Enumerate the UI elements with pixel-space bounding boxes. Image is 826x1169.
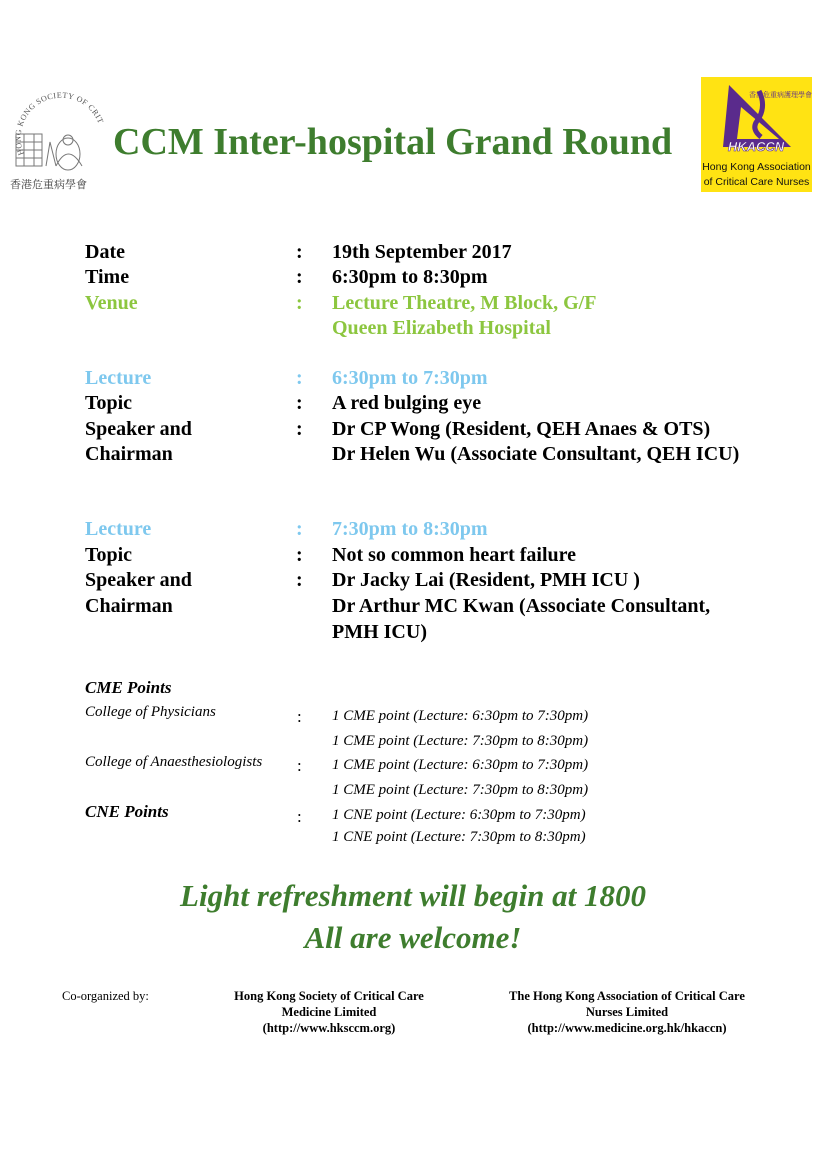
lecture-1-speaker-label: Speaker and [85,418,192,440]
lecture-2-speaker-colon: : [296,569,303,591]
anaes-point-1: 1 CME point (Lecture: 6:30pm to 7:30pm) [332,757,589,773]
lecture-2-speaker-label: Speaker and [85,569,192,591]
cne-heading: CNE Points [85,802,169,821]
hkaccn-wordmark: HKACCN [727,139,785,154]
lecture-1-topic-colon: : [296,392,303,414]
lecture-2-speaker: Dr Jacky Lai (Resident, PMH ICU ) [332,569,640,591]
lecture-2-topic: Not so common heart failure [332,544,577,566]
org1 [207,988,451,1036]
lecture-1-topic-label: Topic [85,392,133,414]
refreshment-line2: All are welcome! [304,920,522,955]
lecture-1-label: Lecture [85,367,152,389]
lecture-2-chairman-label: Chairman [85,595,173,617]
physicians-point-2: 1 CME point (Lecture: 7:30pm to 8:30pm) [332,733,589,749]
co-organized-label: Co-organized by: [62,989,149,1003]
physicians-label: College of Physicians [85,704,216,720]
cne-colon: : [297,807,302,826]
lecture-2-label: Lecture [85,518,152,540]
hkaccn-logo-line2: of Critical Care Nurses [703,176,810,188]
logo-arc-text: HONG KONG SOCIETY OF CRIT [13,90,106,157]
anaes-point-2: 1 CME point (Lecture: 7:30pm to 8:30pm) [332,782,589,798]
time-value: 6:30pm to 8:30pm [332,266,488,288]
physicians-point-1: 1 CME point (Lecture: 6:30pm to 7:30pm) [332,708,589,724]
org2-line1: The Hong Kong Association of Critical Care [509,989,745,1003]
lecture-2-colon: : [296,518,303,540]
venue-label: Venue [85,292,138,314]
time-colon: : [296,266,303,288]
org2-url: (http://www.medicine.org.hk/hkaccn) [527,1021,727,1035]
hkaccn-logo-line1: Hong Kong Association [702,161,811,173]
org2 [477,988,777,1036]
date-value: 19th September 2017 [332,241,512,263]
anaes-colon: : [297,756,302,775]
date-colon: : [296,241,303,263]
lecture-1-topic: A red bulging eye [332,392,482,414]
physicians-colon: : [297,707,302,726]
venue-colon: : [296,292,303,314]
lecture-1-speaker: Dr CP Wong (Resident, QEH Anaes & OTS) [332,418,711,440]
logo-chinese-text: 香港危重病學會 [10,178,87,191]
lecture-1-colon: : [296,367,303,389]
hksccm-logo [10,62,106,192]
venue-line2: Queen Elizabeth Hospital [332,317,551,339]
cne-point-1: 1 CNE point (Lecture: 6:30pm to 7:30pm) [332,807,586,823]
cne-point-2: 1 CNE point (Lecture: 7:30pm to 8:30pm) [332,829,586,845]
org1-line1: Hong Kong Society of Critical Care [234,989,424,1003]
lecture-1-chairman: Dr Helen Wu (Associate Consultant, QEH ICU) [332,443,740,465]
hkaccn-chinese-text: 香港危重病護理學會 [749,91,812,99]
anaes-label: College of Anaesthesiologists [85,754,263,770]
time-label: Time [85,266,130,288]
venue-line1: Lecture Theatre, M Block, G/F [332,292,597,314]
lecture-2-chairman-cont: PMH ICU) [332,621,427,643]
lecture-2-chairman: Dr Arthur MC Kwan (Associate Consultant, [332,595,711,617]
org2-line2: Nurses Limited [585,1005,669,1019]
page-title: CCM Inter-hospital Grand Round [113,121,673,163]
hkaccn-logo [701,77,812,192]
cme-heading: CME Points [85,678,172,697]
lecture-1-time: 6:30pm to 7:30pm [332,367,488,389]
org1-line2: Medicine Limited [281,1005,377,1019]
lecture-2-time: 7:30pm to 8:30pm [332,518,488,540]
date-label: Date [85,241,125,263]
lecture-1-speaker-colon: : [296,418,303,440]
refreshment-line1: Light refreshment will begin at 1800 [180,878,646,913]
lecture-2-topic-label: Topic [85,544,133,566]
lecture-2-topic-colon: : [296,544,303,566]
org1-url: (http://www.hksccm.org) [262,1021,396,1035]
lecture-1-chairman-label: Chairman [85,443,173,465]
